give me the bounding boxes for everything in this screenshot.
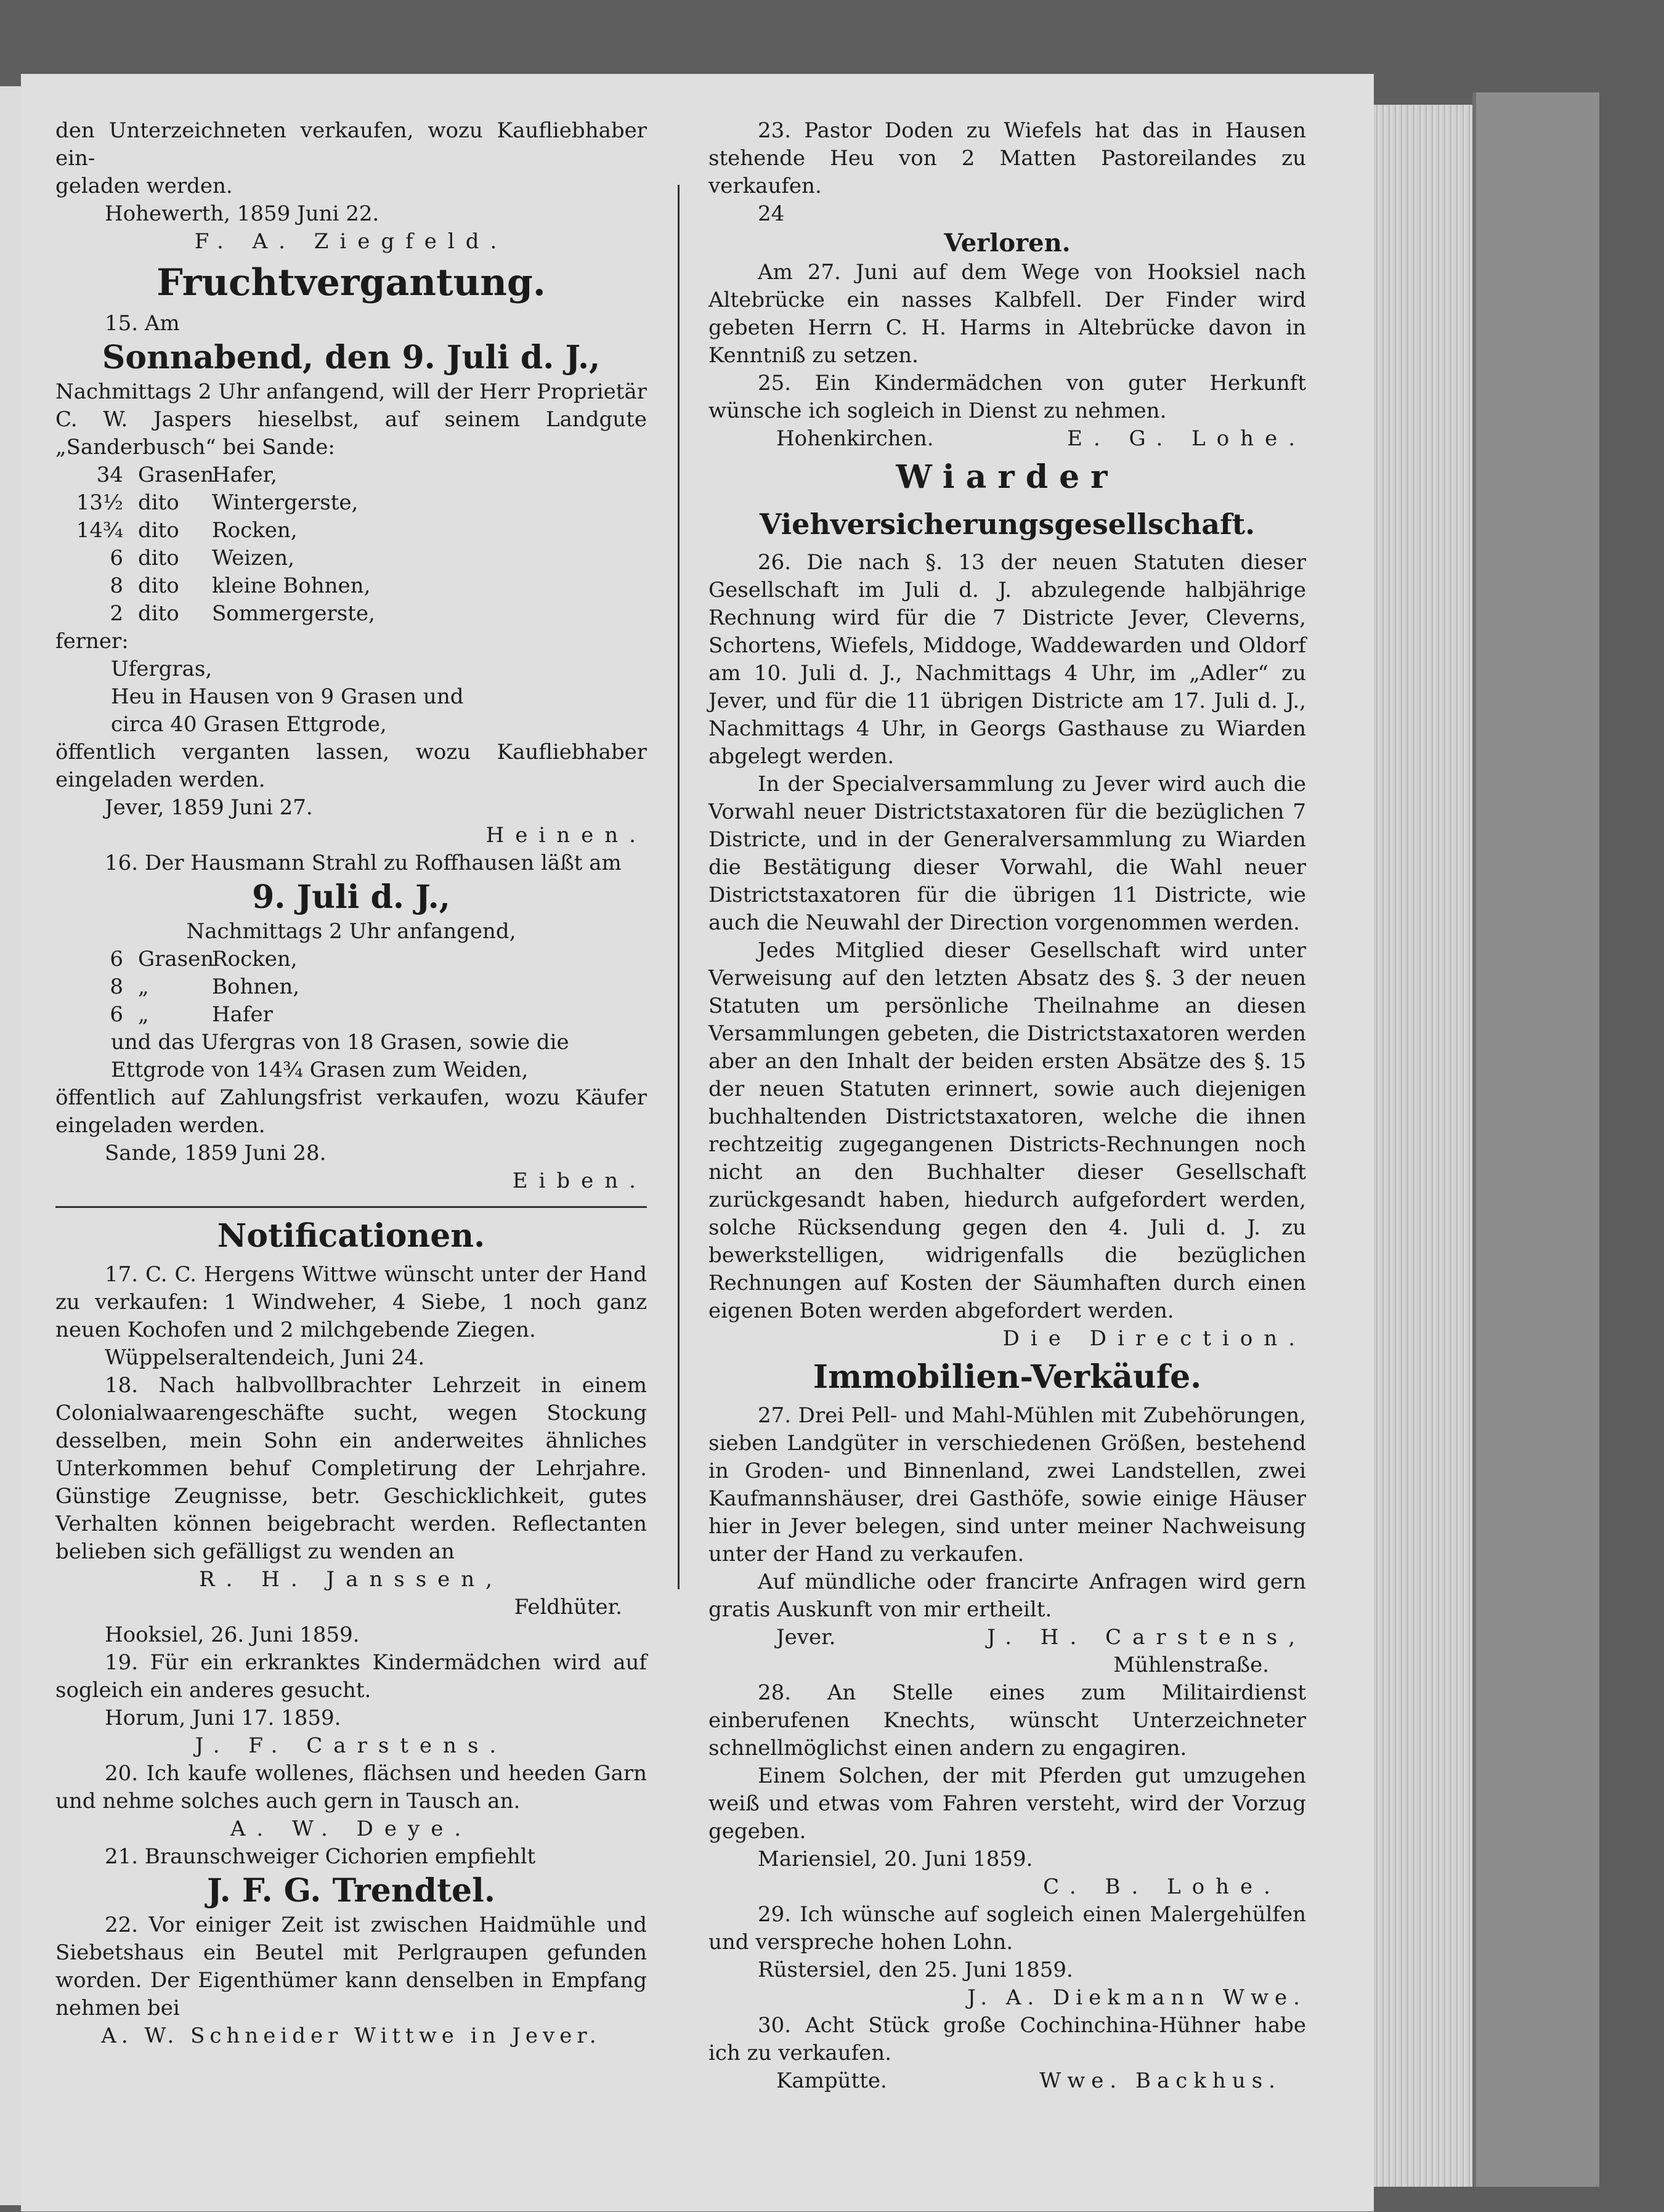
text-line: und das Ufergras von 18 Grasen, sowie die bbox=[111, 1030, 569, 1055]
book-cover bbox=[1472, 92, 1599, 2187]
signature-address: Mühlenstraße. bbox=[1113, 1653, 1269, 1677]
place-date: Hohewerth, 1859 Juni 22. bbox=[105, 201, 379, 226]
column-divider bbox=[678, 185, 680, 1589]
place-date: Jever, 1859 Juni 27. bbox=[105, 795, 313, 820]
signature: J. F. Carstens. bbox=[195, 1733, 508, 1758]
notice-text: öffentlich auf Zahlungsfrist verkaufen, wozu Käufer eingeladen werden. bbox=[55, 1085, 647, 1138]
place-date: Rüstersiel, den 25. Juni 1859. bbox=[758, 1958, 1073, 1982]
notice-text: 25. Ein Kindermädchen von guter Herkunft wünsche ich sogleich in Dienst zu nehmen. bbox=[708, 371, 1306, 423]
text-line: den Unterzeichneten verkaufen, wozu Kaufliebhaber ein- bbox=[55, 118, 647, 171]
section-rule bbox=[55, 1206, 647, 1208]
auction-date: Sonnabend, den 9. Juli d. J., bbox=[102, 339, 601, 376]
signature: Heinen. bbox=[485, 823, 647, 848]
section-heading-notificationen: Notificationen. bbox=[217, 1217, 485, 1255]
signature-row bbox=[708, 2067, 1306, 2095]
signature-title: Feldhüter. bbox=[514, 1595, 622, 1619]
text-line: Heu in Hausen von 9 Grasen und bbox=[111, 684, 464, 709]
notice-number: 15. Am bbox=[105, 311, 180, 336]
notice-text: öffentlich verganten lassen, wozu Kaufliebhaber eingeladen werden. bbox=[55, 740, 647, 792]
notice-text: 17. C. C. Hergens Wittwe wünscht unter der Hand zu verkaufen: 1 Windweher, 4 Siebe, 1 noch ganz neuen Kochofen und 2 milchgebende Ziegen. bbox=[55, 1262, 647, 1342]
signature: C. B. Lohe. bbox=[1043, 1874, 1281, 1899]
text-line: Ufergras, bbox=[111, 657, 213, 681]
place-date: Sande, 1859 Juni 28. bbox=[105, 1141, 327, 1165]
list-item: 2 dito Sommergerste, bbox=[110, 601, 375, 626]
list-item: 13½ dito Wintergerste, bbox=[76, 490, 359, 515]
notice-text: Auf mündliche oder francirte Anfragen wird gern gratis Auskunft von mir ertheilt. bbox=[708, 1570, 1306, 1622]
place-date: Hooksiel, 26. Juni 1859. bbox=[105, 1623, 360, 1647]
signature: Eiben. bbox=[512, 1169, 647, 1193]
signature: J. H. Carstens, bbox=[987, 1625, 1306, 1650]
section-heading-viehversicherung: Viehversicherungsgesellschaft. bbox=[759, 508, 1256, 541]
text-line: geladen werden. bbox=[55, 174, 233, 198]
signature-row bbox=[708, 425, 1306, 453]
page-stack-edge bbox=[1374, 105, 1479, 2187]
signature: A. W. Deye. bbox=[230, 1817, 473, 1841]
notice-text: 30. Acht Stück große Cochinchina-Hühner habe ich zu verkaufen. bbox=[708, 2013, 1306, 2065]
crop-list bbox=[55, 946, 647, 1029]
notice-text: 27. Drei Pell- und Mahl-Mühlen mit Zubehörungen, sieben Landgüter in verschiedenen Größen, bestehend in Groden- und Binnenland, zwei Landstellen, zwei Kaufmannshäuser, drei Gasthöfe, sowie einige Häuser hier in Jever belegen, sind unter meiner Nachweisung unter der Hand zu verkaufen. bbox=[708, 1403, 1306, 1566]
section-heading-fruchtvergantung: Fruchtvergantung. bbox=[156, 261, 546, 304]
signature: Wwe. Backhus. bbox=[1039, 2068, 1281, 2093]
notice-text: 21. Braunschweiger Cichorien empfiehlt bbox=[105, 1844, 536, 1869]
place: Hohenkirchen. bbox=[776, 426, 934, 451]
notice-text: Nachmittags 2 Uhr anfangend, will der Herr Proprietär C. W. Jaspers hieselbst, auf seinem Landgute „Sanderbusch“ bei Sande: bbox=[55, 379, 647, 460]
notice-number: 24 bbox=[758, 201, 785, 226]
notice-text: 20. Ich kaufe wollenes, flächsen und heeden Garn und nehme solches auch gern in Tausch an. bbox=[55, 1761, 647, 1813]
signature: R. H. Janssen, bbox=[198, 1567, 503, 1592]
notice-text: Einem Solchen, der mit Pferden gut umzugehen weiß und etwas vom Fahren versteht, wird der Vorzug gegeben. bbox=[708, 1764, 1306, 1844]
text-line: Nachmittags 2 Uhr anfangend, bbox=[186, 919, 516, 944]
auction-date: 9. Juli d. J., bbox=[252, 878, 450, 916]
signature-row bbox=[708, 1624, 1306, 1651]
signature: J. A. Diekmann Wwe. bbox=[967, 1985, 1306, 2010]
notice-text: 23. Pastor Doden zu Wiefels hat das in Hausen stehende Heu von 2 Matten Pastoreilandes zu verkaufen. bbox=[708, 118, 1306, 198]
section-heading-immobilien: Immobilien-Verkäufe. bbox=[813, 1358, 1202, 1396]
place: Jever. bbox=[776, 1625, 836, 1650]
place-date: Wüppelseraltendeich, Juni 24. bbox=[105, 1345, 425, 1370]
section-heading-wiarder: Wiarder bbox=[896, 458, 1119, 496]
list-item: 6 dito Weizen, bbox=[110, 546, 294, 570]
place-date: Horum, Juni 17. 1859. bbox=[105, 1706, 341, 1730]
signature: Die Direction. bbox=[1002, 1326, 1306, 1351]
list-item: 8 „ Bohnen, bbox=[110, 974, 300, 999]
notice-text: Jedes Mitglied dieser Gesellschaft wird unter Verweisung auf den letzten Absatz des §. 3 der neuen Statuten um persönliche Theilnahme an diesen Versammlungen gebeten, die Districtstaxatoren werden aber an den Inhalt der beiden ersten Absätze des §. 15 der neuen Statuten erinnert, sowie auch diejenigen buchhaltenden Districtstaxatoren, welche die ihnen rechtzeitig zugegangenen Districts-Rechnungen noch nicht an den Buchhalter dieser Gesellschaft zurückgesandt haben, hiedurch aufgefordert werden, solche Rücksendung gegen den 4. Juli d. J. zu bewerkstelligen, widrigenfalls die bezüglichen Rechnungen auf Kosten der Säumhaften durch einen eigenen Boten werden abgefordert werden. bbox=[708, 938, 1306, 1323]
left-column bbox=[55, 117, 647, 2050]
notice-text: 26. Die nach §. 13 der neuen Statuten dieser Gesellschaft im Juli d. J. abzulegende halbjährige Rechnung wird für die 7 Districte Jever, Cleverns, Schortens, Wiefels, Middoge, Waddewarden und Oldorf am 10. Juli d. J., Nachmittags 4 Uhr, im „Adler“ zu Jever, und für die 11 übrigen Districte am 17. Juli d. J., Nachmittags 4 Uhr, in Georgs Gasthause zu Wiarden abgelegt werden. bbox=[708, 550, 1306, 769]
notice-text: In der Specialversammlung zu Jever wird auch die Vorwahl neuer Districtstaxatoren für die bezüglichen 7 Districte, und in der Generalversammlung zu Wiarden die Bestätigung dieser Vorwahl, die Wahl neuer Districtstaxatoren für die übrigen 11 Districte, wie auch die Neuwahl der Direction vorgenommen werden. bbox=[708, 772, 1306, 935]
place: Kampütte. bbox=[776, 2068, 887, 2093]
previous-page-edge bbox=[0, 86, 21, 2205]
notice-text: 22. Vor einiger Zeit ist zwischen Haidmühle und Siebetshaus ein Beutel mit Perlgraupen gefunden worden. Der Eigenthümer kann denselben in Empfang nehmen bei bbox=[55, 1913, 647, 2020]
list-item: 34 Grasen Hafer, bbox=[96, 463, 277, 487]
notice-heading-verloren: Verloren. bbox=[944, 229, 1071, 257]
signature: A. W. Schneider Wittwe in Jever. bbox=[101, 2024, 601, 2048]
notice-text: 29. Ich wünsche auf sogleich einen Malergehülfen und verspreche hohen Lohn. bbox=[708, 1902, 1306, 1955]
text-line: Ettgrode von 14¾ Grasen zum Weiden, bbox=[111, 1058, 529, 1082]
text-line: ferner: bbox=[55, 629, 129, 654]
text-line: circa 40 Grasen Ettgrode, bbox=[111, 712, 387, 737]
right-column bbox=[708, 117, 1306, 2095]
crop-list bbox=[55, 461, 647, 628]
advertiser-name: J. F. G. Trendtel. bbox=[207, 1872, 495, 1910]
list-item: 6 „ Hafer bbox=[110, 1002, 273, 1027]
notice-text: 28. An Stelle eines zum Militairdienst einberufenen Knechts, wünscht Unterzeichneter schnellmöglichst einen andern zu engagiren. bbox=[708, 1680, 1306, 1760]
signature: E. G. Lohe. bbox=[1067, 426, 1306, 451]
list-item: 6 Grasen Rocken, bbox=[110, 947, 298, 971]
list-item: 8 dito kleine Bohnen, bbox=[110, 573, 371, 598]
notice-text: Am 27. Juni auf dem Wege von Hooksiel nach Altebrücke ein nasses Kalbfell. Der Finder wird gebeten Herrn C. H. Harms in Altebrücke davon in Kenntniß zu setzen. bbox=[708, 260, 1306, 368]
notice-text: 18. Nach halbvollbrachter Lehrzeit in einem Colonialwaarengeschäfte sucht, wegen Stockung desselben, mein Sohn ein anderweites ähnliches Unterkommen behuf Completirung der Lehrjahre. Günstige Zeugnisse, betr. Geschicklichkeit, gutes Verhalten können beigebracht werden. Reflectanten belieben sich gefälligst zu wenden an bbox=[55, 1373, 647, 1564]
notice-text: 19. Für ein erkranktes Kindermädchen wird auf sogleich ein anderes gesucht. bbox=[55, 1650, 647, 1703]
place-date: Mariensiel, 20. Juni 1859. bbox=[758, 1847, 1033, 1871]
list-item: 14¾ dito Rocken, bbox=[76, 518, 298, 543]
notice-text: 16. Der Hausmann Strahl zu Roffhausen läßt am bbox=[105, 851, 622, 875]
signature: F. A. Ziegfeld. bbox=[194, 229, 508, 254]
